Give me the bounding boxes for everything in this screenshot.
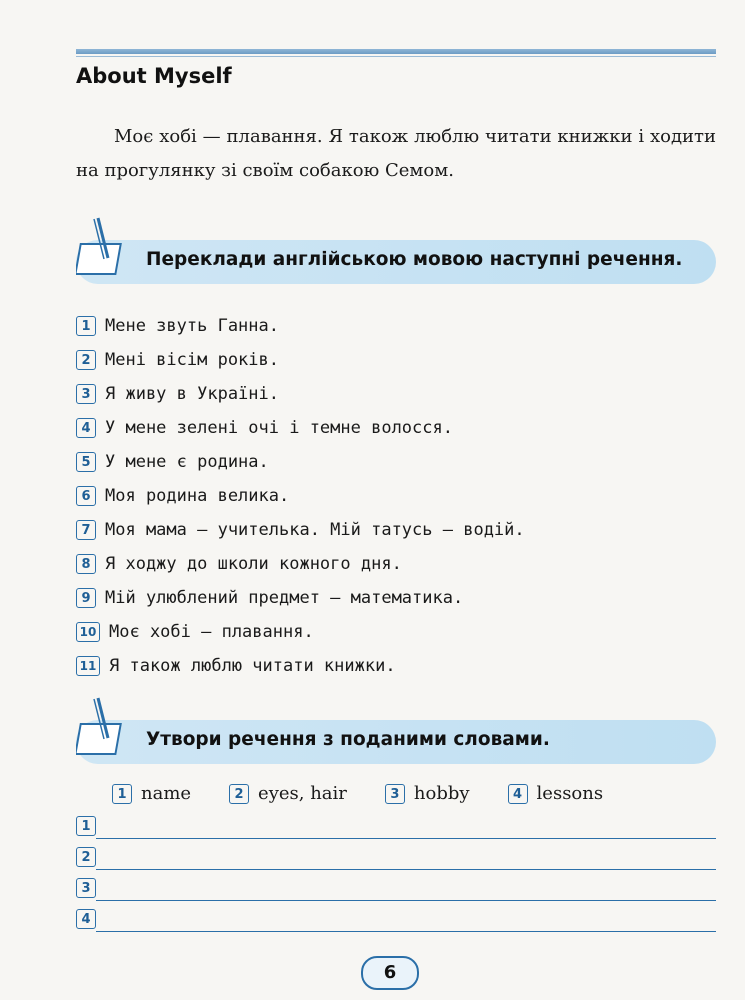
item-text: Я ходжу до школи кожного дня. [105, 554, 402, 574]
item-number: 9 [76, 588, 96, 608]
item-text: Моя родина велика. [105, 486, 290, 506]
item-number: 8 [76, 554, 96, 574]
item-number: 10 [76, 622, 100, 642]
item-number: 3 [76, 384, 96, 404]
list-item [76, 615, 525, 649]
answer-line[interactable] [76, 874, 716, 905]
answer-line[interactable] [76, 843, 716, 874]
word-text: name [141, 783, 192, 804]
list-item [76, 649, 525, 683]
word-prompt [385, 783, 470, 804]
list-item [76, 547, 525, 581]
word-prompt [229, 783, 347, 804]
section-title: About Myself [76, 64, 232, 88]
item-text: Мені вісім років. [105, 350, 279, 370]
writing-rule [96, 838, 716, 839]
task1-instruction: Переклади англійською мовою наступні речення. [146, 249, 683, 270]
pencil-notepad-icon [76, 214, 136, 284]
page-number: 6 [361, 956, 419, 990]
writing-rule [96, 900, 716, 901]
item-number: 1 [76, 316, 96, 336]
word-text: hobby [413, 783, 470, 804]
list-item [76, 343, 525, 377]
word-number: 3 [385, 784, 405, 804]
line-number: 1 [76, 816, 96, 836]
item-text: Я живу в Україні. [105, 384, 279, 404]
line-number: 3 [76, 878, 96, 898]
item-text: Моє хобі — плавання. [109, 622, 314, 642]
line-number: 4 [76, 909, 96, 929]
word-number: 2 [229, 784, 249, 804]
list-item [76, 479, 525, 513]
answer-line[interactable] [76, 905, 716, 936]
word-number: 4 [508, 784, 528, 804]
answer-line[interactable] [76, 812, 716, 843]
item-text: Мене звуть Ганна. [105, 316, 279, 336]
word-prompts [112, 783, 641, 804]
word-prompt [112, 783, 191, 804]
item-text: Я також люблю читати книжки. [109, 656, 396, 676]
task2-banner [76, 720, 716, 764]
item-number: 4 [76, 418, 96, 438]
list-item [76, 309, 525, 343]
word-number: 1 [112, 784, 132, 804]
task2-instruction: Утвори речення з поданими словами. [146, 729, 550, 750]
item-text: Мій улюблений предмет — математика. [105, 588, 464, 608]
item-number: 11 [76, 656, 100, 676]
word-prompt [508, 783, 604, 804]
item-number: 6 [76, 486, 96, 506]
word-text: lessons [536, 783, 604, 804]
item-number: 2 [76, 350, 96, 370]
item-number: 5 [76, 452, 96, 472]
answer-lines [76, 812, 716, 936]
header-rule [76, 49, 716, 54]
sentence-list [76, 309, 525, 683]
pencil-notepad-icon [76, 694, 136, 764]
item-number: 7 [76, 520, 96, 540]
list-item [76, 445, 525, 479]
list-item [76, 377, 525, 411]
intro-paragraph: Моє хобі — плавання. Я також люблю читати книжки і ходити на прогулянку зі своїм собакою Семом. [76, 126, 716, 181]
item-text: У мене є родина. [105, 452, 269, 472]
list-item [76, 411, 525, 445]
header-rule-thin [76, 56, 716, 57]
word-text: eyes, hair [258, 783, 347, 804]
writing-rule [96, 931, 716, 932]
line-number: 2 [76, 847, 96, 867]
list-item [76, 513, 525, 547]
writing-rule [96, 869, 716, 870]
task1-banner [76, 240, 716, 284]
list-item [76, 581, 525, 615]
item-text: У мене зелені очі і темне волосся. [105, 418, 453, 438]
item-text: Моя мама — учителька. Мій татусь — водій. [105, 520, 525, 540]
